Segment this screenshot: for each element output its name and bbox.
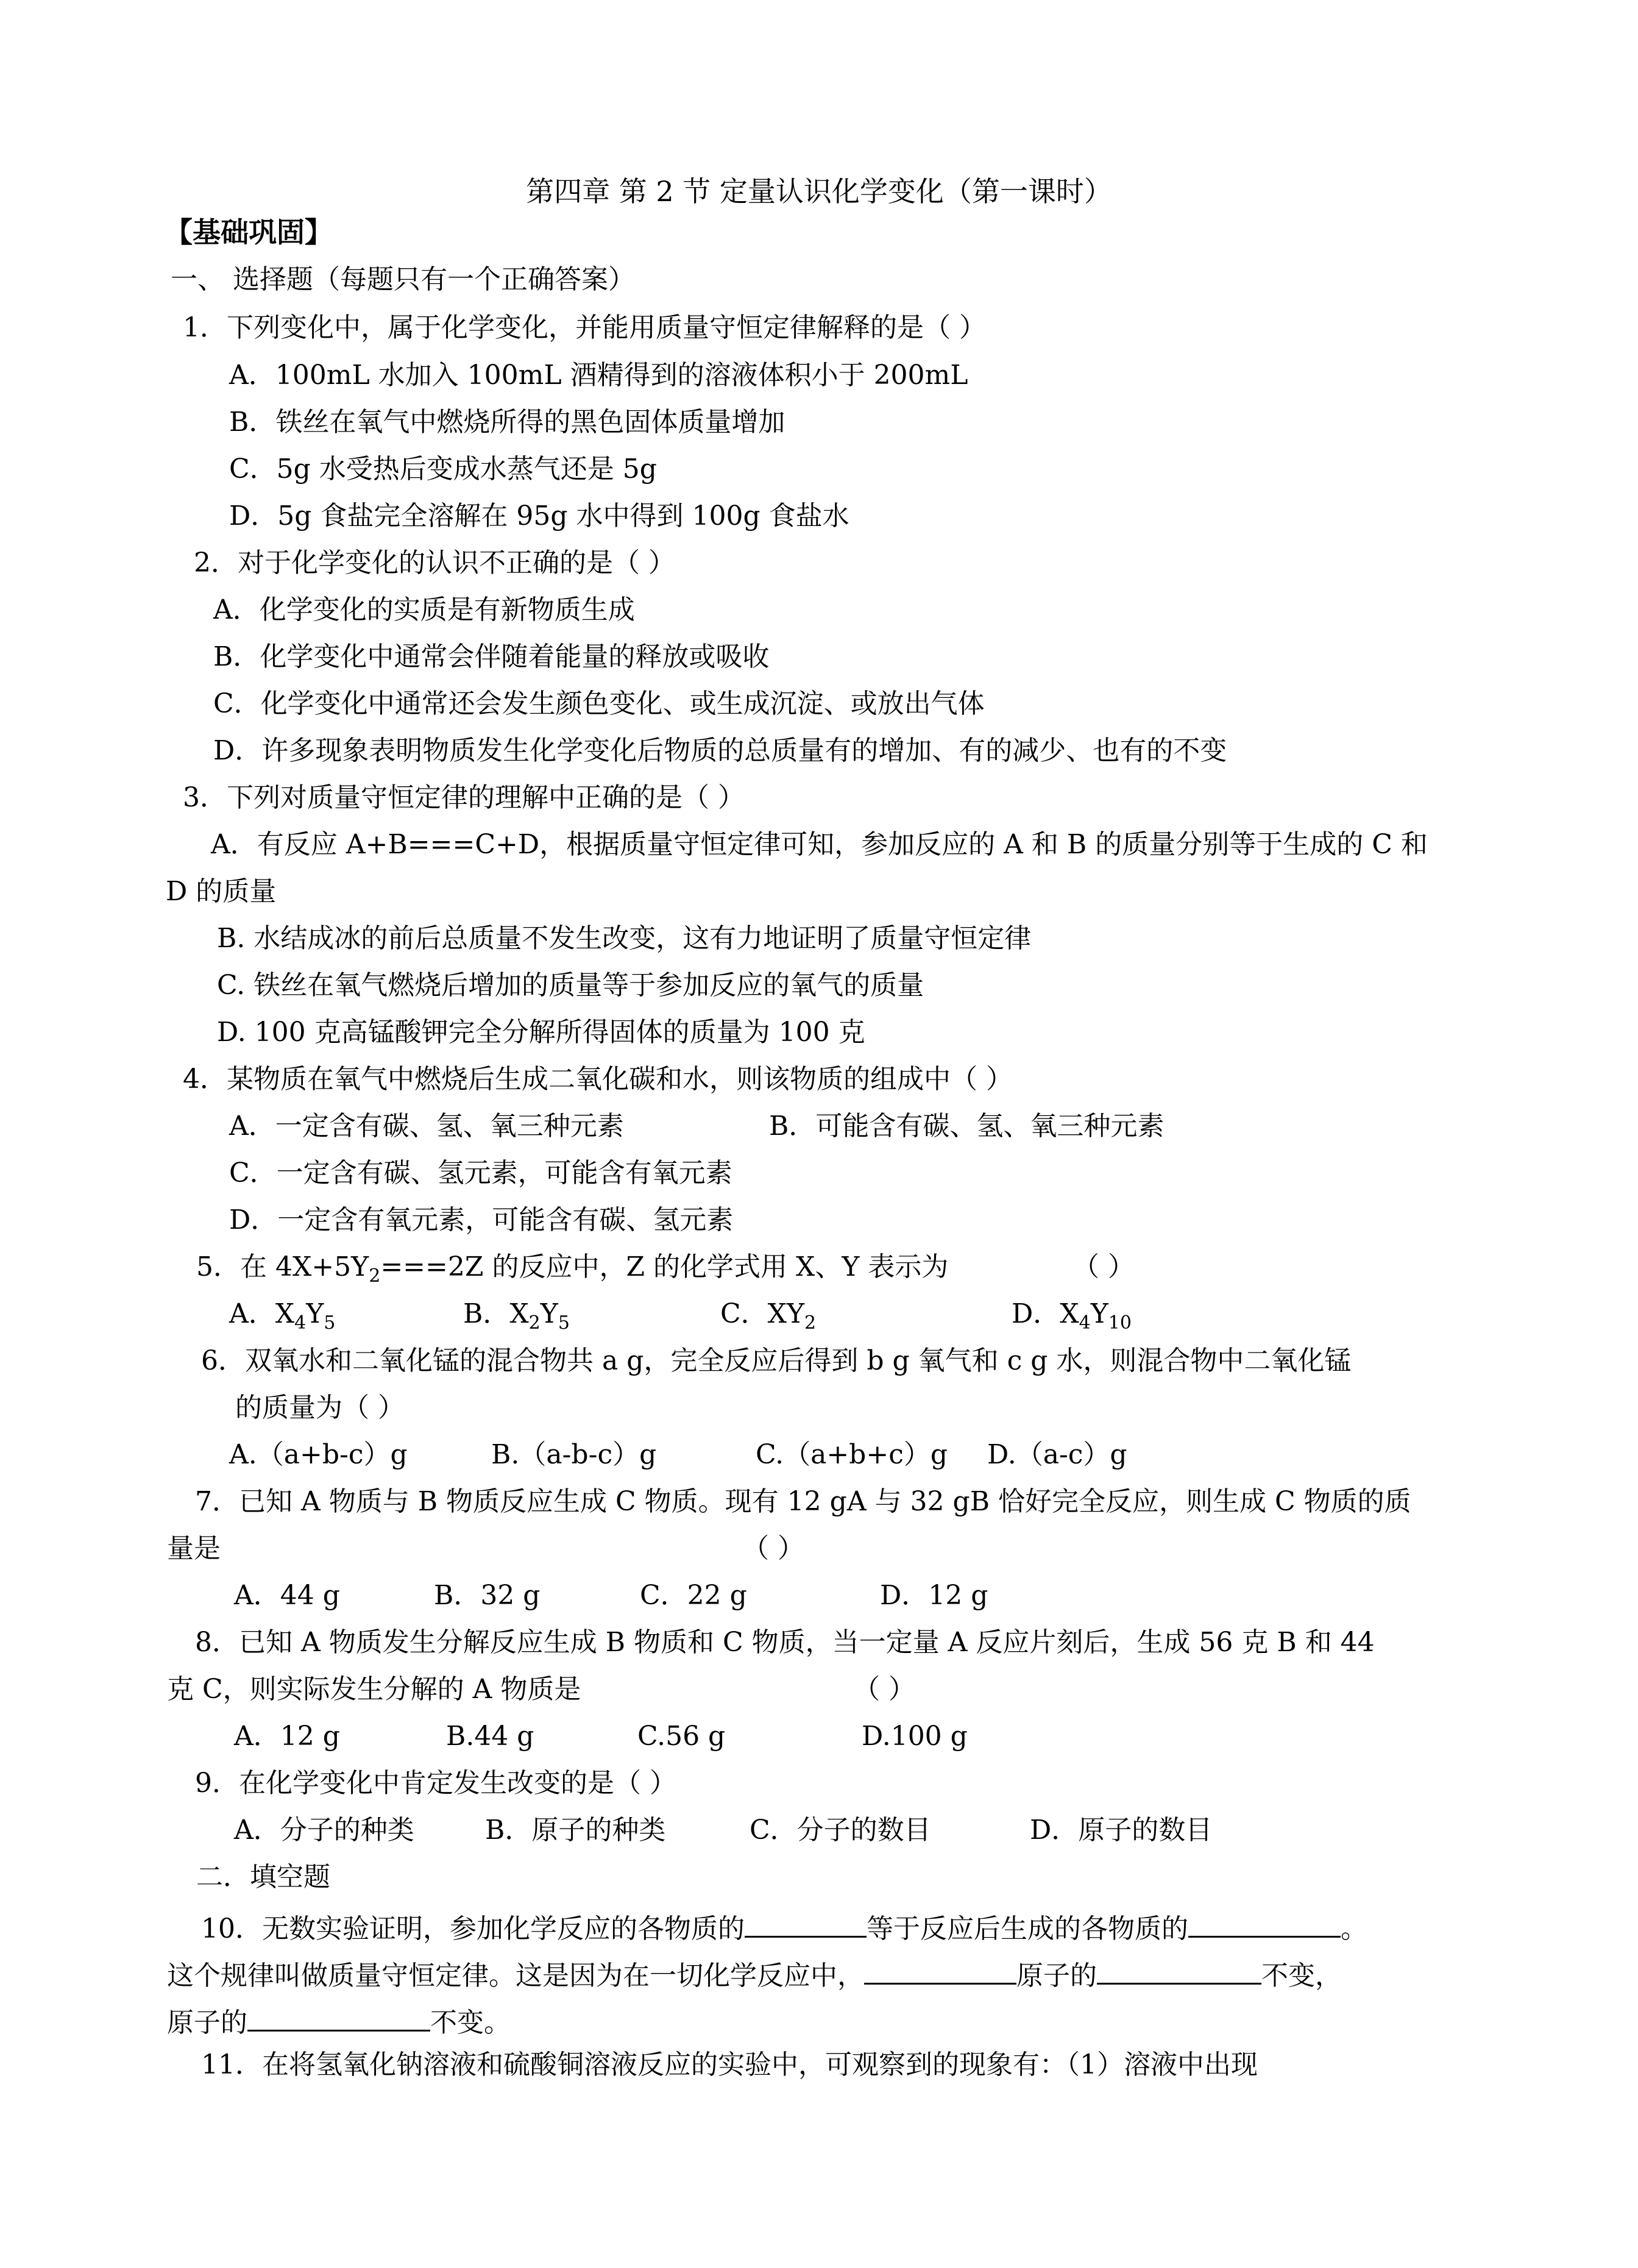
q5-option-c: [720, 1295, 816, 1333]
q10-text-2: 等于反应后生成的各物质的: [867, 1913, 1188, 1944]
q5-b-sub2: 5: [558, 1312, 570, 1334]
q4-option-c: C．一定含有碳、氢元素，可能含有氧元素: [229, 1157, 732, 1189]
q10-line-2: [167, 1952, 1342, 1990]
q1-option-c: C．5g 水受热后变成水蒸气还是 5g: [229, 453, 657, 485]
q5-answer-paren: （ ）: [1072, 1251, 1135, 1282]
q5-stem-subscript: 2: [369, 1265, 381, 1287]
q10-text-1: 10．无数实验证明，参加化学反应的各物质的: [201, 1913, 745, 1944]
q1-stem: 1．下列变化中，属于化学变化，并能用质量守恒定律解释的是（ ）: [183, 312, 986, 343]
q7-option-a: A．44 g: [234, 1580, 340, 1611]
q9-option-d: D．原子的数目: [1030, 1815, 1213, 1846]
part-one-heading: 一、 选择题（每题只有一个正确答案）: [171, 264, 635, 295]
q2-option-a: A．化学变化的实质是有新物质生成: [213, 594, 635, 625]
q10-blank-5[interactable]: [247, 1999, 430, 2032]
q1-option-d: D．5g 食盐完全溶解在 95g 水中得到 100g 食盐水: [229, 500, 849, 531]
section-heading: 【基础巩固】: [165, 216, 333, 249]
q2-option-c: C．化学变化中通常还会发生颜色变化、或生成沉淀、或放出气体: [213, 688, 985, 719]
q5-a-sub1: 4: [294, 1312, 307, 1334]
q5-d-sub1: 4: [1079, 1312, 1091, 1334]
q10-text-6: 不变，: [1261, 1960, 1342, 1991]
q8-stem: 8．已知 A 物质发生分解反应生成 B 物质和 C 物质，当一定量 A 反应片刻后，生成 56 克 B 和 44: [195, 1627, 1375, 1658]
q8-answer-paren: （ ）: [853, 1674, 915, 1705]
q8-option-d: D.100 g: [862, 1721, 968, 1752]
q8-stem-continued: 克 C，则实际发生分解的 A 物质是: [167, 1674, 581, 1705]
q5-b-sub1: 2: [528, 1312, 541, 1334]
q7-stem-continued: 量是: [167, 1533, 221, 1564]
q10-blank-4[interactable]: [1097, 1952, 1261, 1985]
q5-d-mid: Y: [1090, 1298, 1108, 1329]
q8-option-b: B.44 g: [446, 1721, 534, 1752]
q5-b-text: B．X: [463, 1298, 529, 1329]
q3-option-a: A．有反应 A+B===C+D，根据质量守恒定律可知，参加反应的 A 和 B 的质量分别等于生成的 C 和: [211, 829, 1428, 860]
q5-d-sub2: 10: [1108, 1312, 1132, 1334]
q5-option-a: [229, 1295, 335, 1333]
q10-line-3: [167, 1999, 511, 2037]
q3-option-c: C. 铁丝在氧气燃烧后增加的质量等于参加反应的氧气的质量: [217, 970, 924, 1001]
q11-stem: 11．在将氢氧化钠溶液和硫酸铜溶液反应的实验中，可观察到的现象有：（1）溶液中出现: [201, 2049, 1258, 2080]
q9-option-a: A．分子的种类: [234, 1815, 414, 1846]
q6-stem: 6．双氧水和二氧化锰的混合物共 a g，完全反应后得到 b g 氧气和 c g 水，则混合物中二氧化锰: [201, 1345, 1352, 1376]
q7-option-b: B．32 g: [434, 1580, 541, 1611]
q2-option-d: D．许多现象表明物质发生化学变化后物质的总质量有的增加、有的减少、也有的不变: [213, 735, 1227, 766]
q4-stem: 4．某物质在氧气中燃烧后生成二氧化碳和水，则该物质的组成中（ ）: [183, 1064, 1013, 1095]
q5-d-text: D．X: [1012, 1298, 1079, 1329]
q5-a-text: A．X: [229, 1298, 295, 1329]
q5-c-sub1: 2: [804, 1312, 817, 1334]
q3-stem: 3．下列对质量守恒定律的理解中正确的是（ ）: [183, 782, 745, 813]
q8-option-a: A．12 g: [234, 1721, 340, 1752]
q5-stem-part-b: ===2Z 的反应中，Z 的化学式用 X、Y 表示为: [380, 1251, 949, 1282]
q4-option-b: B．可能含有碳、氢、氧三种元素: [769, 1111, 1165, 1142]
q10-text-5: 原子的: [1016, 1960, 1097, 1991]
q4-option-a: A．一定含有碳、氢、氧三种元素: [229, 1111, 624, 1142]
q9-option-b: B．原子的种类: [485, 1815, 666, 1846]
q7-option-c: C．22 g: [640, 1580, 747, 1611]
q10-line-1: [201, 1905, 1367, 1943]
q3-option-a-continued: D 的质量: [166, 876, 277, 907]
q5-option-b: [463, 1295, 570, 1333]
q10-text-4: 这个规律叫做质量守恒定律。这是因为在一切化学反应中，: [167, 1960, 864, 1991]
q5-stem: [196, 1248, 948, 1286]
q7-option-d: D．12 g: [880, 1580, 988, 1611]
q9-stem: 9．在化学变化中肯定发生改变的是（ ）: [195, 1768, 676, 1799]
q5-a-mid: Y: [306, 1298, 324, 1329]
q10-blank-3[interactable]: [864, 1952, 1016, 1985]
q6-option-d: D.（a-c）g: [987, 1439, 1127, 1470]
q10-blank-2[interactable]: [1188, 1905, 1341, 1938]
q5-option-d: [1012, 1295, 1132, 1333]
q6-option-b: B.（a-b-c）g: [491, 1439, 657, 1470]
q8-option-c: C.56 g: [637, 1721, 726, 1752]
q10-blank-1[interactable]: [745, 1905, 867, 1938]
q3-option-b: B. 水结成冰的前后总质量不发生改变，这有力地证明了质量守恒定律: [217, 923, 1032, 954]
q6-option-c: C.（a+b+c）g: [756, 1439, 948, 1470]
q2-option-b: B．化学变化中通常会伴随着能量的释放或吸收: [213, 641, 770, 672]
q5-a-sub2: 5: [324, 1312, 336, 1334]
q7-answer-paren: （ ）: [742, 1533, 804, 1564]
q2-stem: 2．对于化学变化的认识不正确的是（ ）: [194, 547, 675, 578]
q6-option-a: A.（a+b-c）g: [229, 1439, 408, 1470]
q9-option-c: C．分子的数目: [750, 1815, 931, 1846]
q10-text-7: 原子的: [167, 2007, 247, 2038]
q6-stem-continued: 的质量为（ ）: [235, 1392, 405, 1423]
q10-text-8: 不变。: [430, 2007, 511, 2038]
q5-c-text: C．XY: [720, 1298, 805, 1329]
q1-option-a: A．100mL 水加入 100mL 酒精得到的溶液体积小于 200mL: [229, 360, 968, 391]
q4-option-d: D．一定含有氧元素，可能含有碳、氢元素: [229, 1204, 734, 1235]
q5-stem-part-a: 5．在 4X+5Y: [196, 1251, 369, 1282]
part-two-heading: 二．填空题: [196, 1861, 330, 1893]
page-title: 第四章 第 2 节 定量认识化学变化（第一课时）: [526, 175, 1112, 208]
q3-option-d: D. 100 克高锰酸钾完全分解所得固体的质量为 100 克: [217, 1017, 865, 1048]
q10-text-3: 。: [1341, 1913, 1367, 1944]
q7-stem: 7．已知 A 物质与 B 物质反应生成 C 物质。现有 12 gA 与 32 gB 恰好完全反应，则生成 C 物质的质: [195, 1486, 1411, 1517]
q1-option-b: B．铁丝在氧气中燃烧所得的黑色固体质量增加: [229, 407, 785, 438]
q5-b-mid: Y: [540, 1298, 558, 1329]
